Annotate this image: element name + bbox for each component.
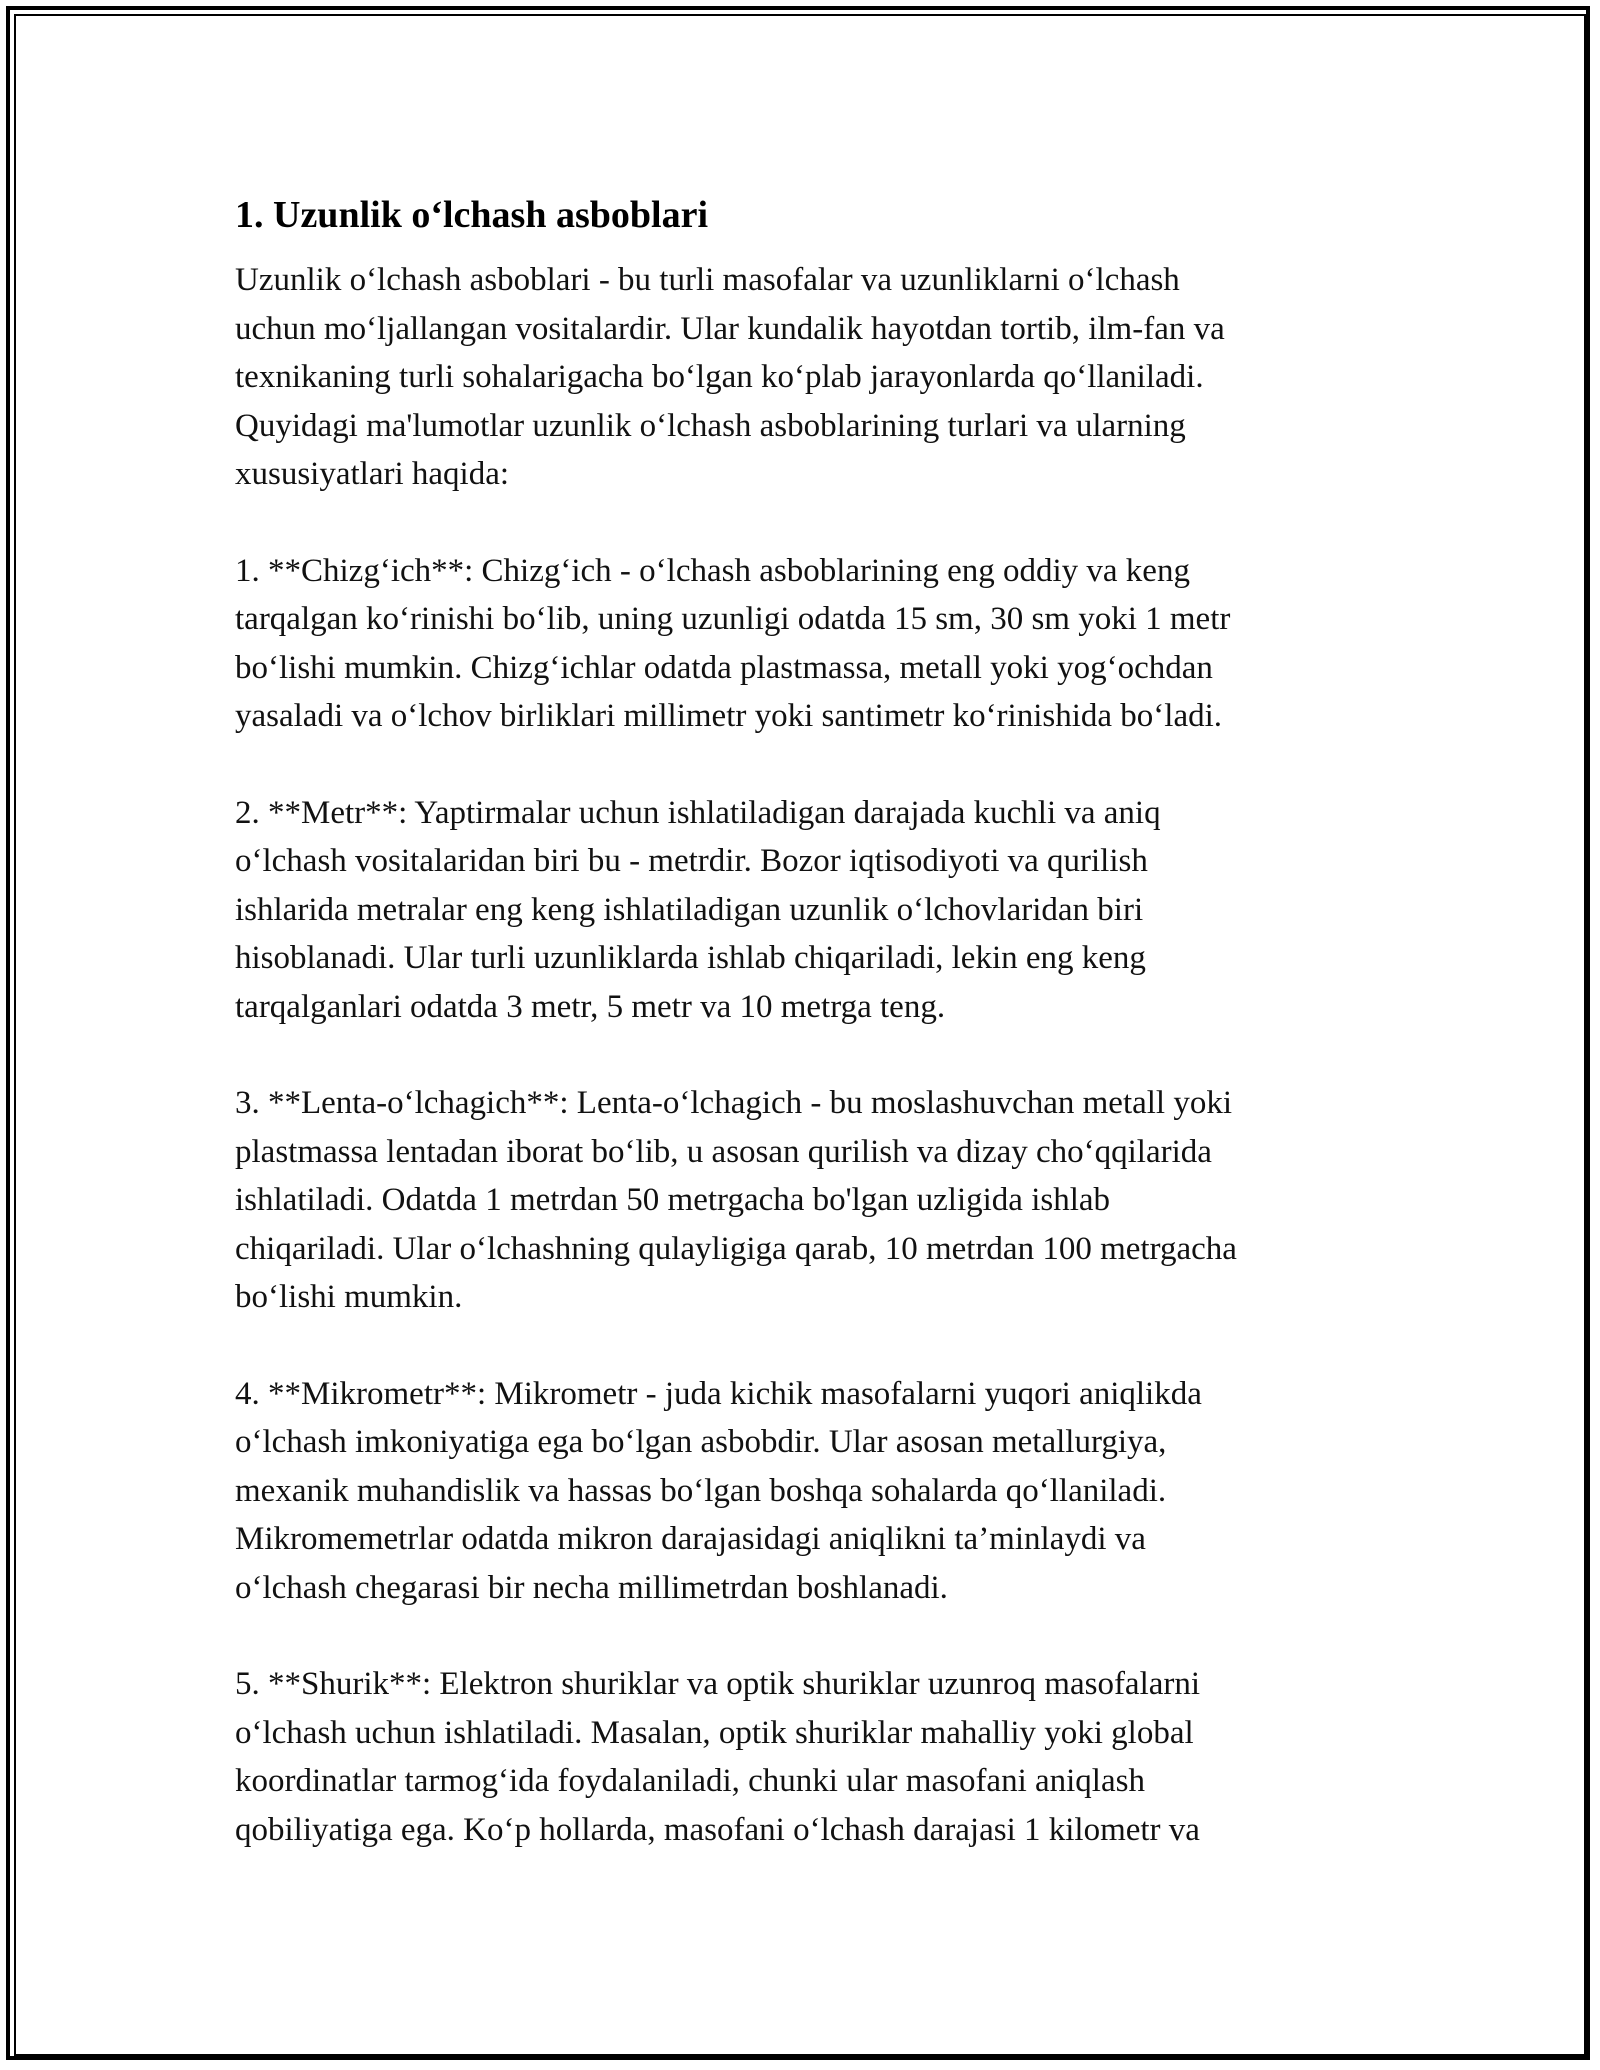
intro-paragraph: Uzunlik o‘lchash asboblari - bu turli masofalar va uzunliklarni o‘lchash uchun mo‘ljallangan vositalardir. Ular kundalik hayotdan tortib, ilm-fan va texnikaning turli sohalarigacha bo‘lgan ko‘plab jarayonlarda qo‘llaniladi. Quyidagi ma'lumotlar uzunlik o‘lchash asboblarining turlari va ularning xususiyatlari haqida: — [235, 262, 1225, 492]
document-page — [235, 188, 1355, 1902]
list-item-lenta-olchagich: 3. **Lenta-o‘lchagich**: Lenta-o‘lchagich - bu moslashuvchan metall yoki plastmassa lentadan iborat bo‘lib, u asosan qurilish va dizay cho‘qqilarida ishlatiladi. Odatda 1 metrdan 50 metrgacha bo'lgan uzligida ishlab chiqariladi. Ular o‘lchashning qulayligiga qarab, 10 metrdan 100 metrgacha bo‘lishi mumkin. — [235, 1085, 1237, 1315]
list-item-shurik: 5. **Shurik**: Elektron shuriklar va optik shuriklar uzunroq masofalarni o‘lchash uchun ishlatiladi. Masalan, optik shuriklar mahalliy yoki global koordinatlar tarmog‘ida foydalaniladi, chunki ular masofani aniqlash qobiliyatiga ega. Ko‘p hollarda, masofani o‘lchash darajasi 1 kilometr va — [235, 1666, 1201, 1848]
list-item-mikrometr: 4. **Mikrometr**: Mikrometr - juda kichik masofalarni yuqori aniqlikda o‘lchash imkoniyatiga ega bo‘lgan asbobdir. Ular asosan metallurgiya, mexanik muhandislik va hassas bo‘lgan boshqa sohalarda qo‘llaniladi. Mikromemetrlar odatda mikron darajasidagi aniqlikni ta’minlaydi va o‘lchash chegarasi bir necha millimetrdan boshlanadi. — [235, 1375, 1202, 1606]
list-item-chizgich: 1. **Chizg‘ich**: Chizg‘ich - o‘lchash asboblarining eng oddiy va keng tarqalgan ko‘rinishi bo‘lib, uning uzunligi odatda 15 sm, 30 sm yoki 1 metr bo‘lishi mumkin. Chizg‘ichlar odatda plastmassa, metall yoki yog‘ochdan yasaladi va o‘lchov birliklari millimetr yoki santimetr ko‘rinishida bo‘ladi. — [235, 552, 1231, 734]
list-item-metr: 2. **Metr**: Yaptirmalar uchun ishlatiladigan darajada kuchli va aniq o‘lchash vositalaridan biri bu - metrdir. Bozor iqtisodiyoti va qurilish ishlarida metralar eng keng ishlatiladigan uzunlik o‘lchovlaridan biri hisoblanadi. Ular turli uzunliklarda ishlab chiqariladi, lekin eng keng tarqalganlari odatda 3 metr, 5 metr va 10 metrga teng. — [235, 794, 1161, 1025]
document-body — [235, 256, 1355, 1854]
document-title: 1. Uzunlik o‘lchash asboblari — [235, 194, 708, 236]
